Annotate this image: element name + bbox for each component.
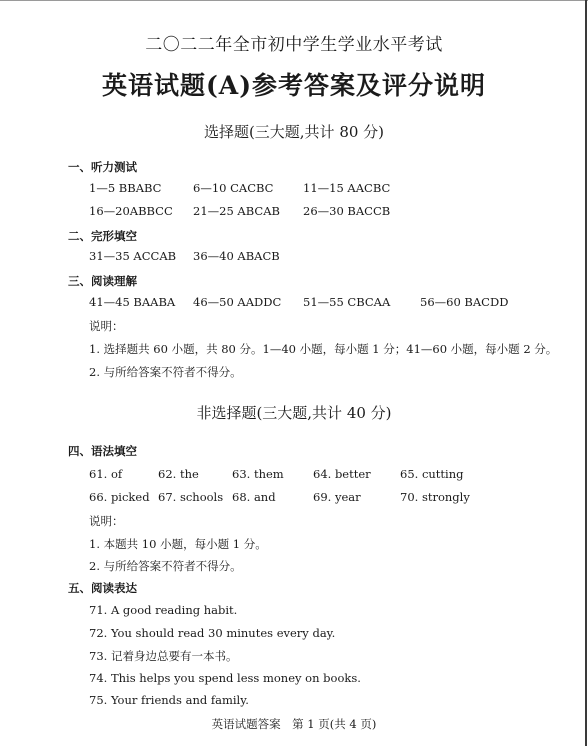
answer-item: 70. strongly bbox=[400, 490, 470, 504]
answer-group: 51—55 CBCAA bbox=[303, 295, 391, 309]
scoring-note: 1. 选择题共 60 小题，共 80 分。1—40 小题，每小题 1 分；41—60 小题，每小题 2 分。 bbox=[89, 342, 558, 356]
answer-item: 71. A good reading habit. bbox=[89, 603, 238, 617]
scoring-note: 2. 与所给答案不符者不得分。 bbox=[89, 559, 242, 573]
answer-item: 75. Your friends and family. bbox=[89, 693, 249, 707]
answer-item: 63. them bbox=[232, 467, 284, 481]
answer-item: 67. schools bbox=[158, 490, 224, 504]
answer-group: 31—35 ACCAB bbox=[89, 249, 177, 263]
section-heading-cloze: 二、完形填空 bbox=[68, 229, 137, 243]
section-heading-reading: 三、阅读理解 bbox=[68, 274, 137, 288]
answer-group: 56—60 BACDD bbox=[420, 295, 509, 309]
scoring-note: 2. 与所给答案不符者不得分。 bbox=[89, 365, 242, 379]
answer-item: 74. This helps you spend less money on books. bbox=[89, 671, 361, 685]
section-heading-expression: 五、阅读表达 bbox=[68, 581, 137, 595]
answer-item: 68. and bbox=[232, 490, 276, 504]
section-heading-listening: 一、听力测试 bbox=[68, 160, 137, 174]
answer-group: 21—25 ABCAB bbox=[193, 204, 280, 218]
answer-item: 73. 记着身边总要有一本书。 bbox=[89, 649, 238, 663]
answer-group: 36—40 ABACB bbox=[193, 249, 280, 263]
answer-group: 26—30 BACCB bbox=[303, 204, 391, 218]
page-footer: 英语试题答案 第 1 页(共 4 页) bbox=[211, 717, 377, 731]
answer-item: 72. You should read 30 minutes every day. bbox=[89, 626, 336, 640]
answer-item: 65. cutting bbox=[400, 467, 464, 481]
answer-group: 11—15 AACBC bbox=[303, 181, 391, 195]
exam-title: 二〇二二年全市初中学生学业水平考试 bbox=[145, 35, 443, 55]
answer-group: 46—50 AADDC bbox=[193, 295, 282, 309]
answer-item: 64. better bbox=[313, 467, 371, 481]
answer-group: 6—10 CACBC bbox=[193, 181, 274, 195]
answer-item: 66. picked bbox=[89, 490, 150, 504]
notes-label: 说明： bbox=[89, 514, 124, 528]
answer-item: 61. of bbox=[89, 467, 123, 481]
answer-item: 62. the bbox=[158, 467, 199, 481]
section-heading-grammar: 四、语法填空 bbox=[68, 444, 137, 458]
scoring-note: 1. 本题共 10 小题，每小题 1 分。 bbox=[89, 537, 267, 551]
main-title: 英语试题(A)参考答案及评分说明 bbox=[101, 71, 487, 100]
part2-title: 非选择题(三大题,共计 40 分) bbox=[196, 404, 392, 422]
notes-label: 说明： bbox=[89, 319, 124, 333]
answer-group: 16—20ABBCC bbox=[89, 204, 173, 218]
part1-title: 选择题(三大题,共计 80 分) bbox=[203, 123, 385, 141]
page-top-border bbox=[0, 0, 588, 1]
page-right-border bbox=[585, 0, 587, 746]
answer-group: 41—45 BAABA bbox=[89, 295, 176, 309]
answer-item: 69. year bbox=[313, 490, 361, 504]
answer-group: 1—5 BBABC bbox=[89, 181, 162, 195]
